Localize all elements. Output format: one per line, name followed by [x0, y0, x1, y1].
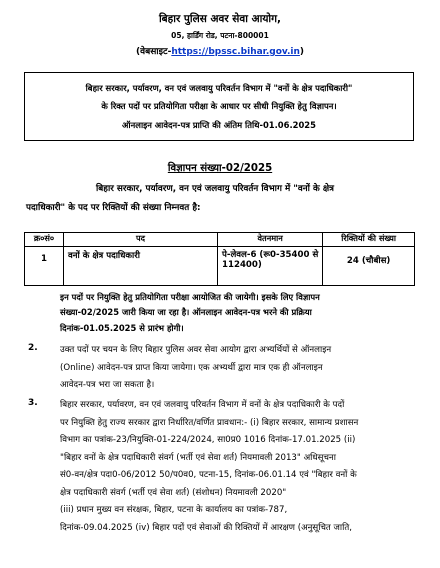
para-2-line-3: आवेदन-पत्र भरा जा सकता है।	[60, 380, 155, 390]
note-line-2: संख्या-02/2025 जारी किया जा रहा है। ऑनलाइन आवेदन-पत्र भरने की प्रक्रिया	[60, 307, 312, 317]
cell-post: वनों के क्षेत्र पदाधिकारी	[64, 247, 218, 286]
website-prefix: (वेबसाइट-	[135, 47, 172, 57]
website-link[interactable]: https://bpssc.bihar.gov.in	[171, 47, 300, 57]
para-3-line-1: बिहार सरकार, पर्यावरण, वन एवं जलवायु परिवर्तन विभाग में वनों के क्षेत्र पदाधिकारी के पदों	[60, 400, 345, 410]
para-3-number: 3.	[28, 398, 38, 408]
pay-scale-line-1: पे-लेवल-6 (रू0-35400 से	[222, 250, 319, 260]
commission-address: 05, हार्डिंग रोड, पटना-800001	[171, 31, 269, 40]
website-suffix: )	[299, 47, 305, 57]
para-3-line-6: क्षेत्र पदाधिकारी संवर्ग (भर्ती एवं सेवा शर्त) (संशोधन) नियमावली 2020"	[60, 488, 287, 498]
note-line-3: दिनांक-01.05.2025 से प्रारंभ होगी।	[60, 323, 184, 333]
para-3-line-3: विभाग का पत्रांक-23/नियुक्ति-01-224/2024, सा0प्र0 1016 दिनांक-17.01.2025 (ii)	[60, 435, 356, 445]
notice-last-date: ऑनलाइन आवेदन-पत्र प्राप्ति की अंतिम तिथि-01.06.2025	[122, 120, 316, 130]
cell-pay-scale	[218, 247, 323, 286]
advertisement-number	[0, 160, 440, 174]
col-vacancies: रिक्तियों की संख्या	[323, 233, 415, 247]
col-pay-scale: वेतनमान	[218, 233, 323, 247]
note-line-1: इन पदों पर नियुक्ति हेतु प्रतियोगिता परीक्षा आयोजित की जायेगी। इसके लिए विज्ञापन	[60, 292, 320, 302]
notice-line-2: के रिक्त पदों पर प्रतियोगिता परीक्षा के आधार पर सीधी नियुक्ति हेतु विज्ञापन।	[101, 101, 337, 111]
para-3-line-2: पर नियुक्ति हेतु राज्य सरकार द्वारा निर्धारित/वर्णित प्रावधान:- (i) बिहार सरकार, सामान्य प्रशासन	[60, 418, 359, 428]
para-3-line-7: (iii) प्रधान मुख्य वन संरक्षक, बिहार, पटना के कार्यालय का पत्रांक-787,	[60, 505, 288, 515]
vacancy-table	[24, 232, 415, 286]
notice-line-1: बिहार सरकार, पर्यावरण, वन एवं जलवायु परिवर्तन विभाग में "वनों के क्षेत्र पदाधिकारी"	[85, 83, 353, 93]
table-row	[25, 247, 415, 286]
para-3-line-8: दिनांक-09.04.2025 (iv) बिहार पदों एवं सेवाओं की रिक्तियों में आरक्षण (अनुसूचित जाति,	[60, 523, 353, 533]
cell-serial: 1	[25, 247, 64, 286]
table-header-row	[25, 233, 415, 247]
col-post: पद	[64, 233, 218, 247]
col-serial: क्र०सं०	[25, 233, 64, 247]
para-2-number: 2.	[28, 343, 38, 353]
pay-scale-line-2: 112400)	[222, 260, 262, 270]
advertisement-number-text: विज्ञापन संख्या-02/2025	[167, 163, 273, 174]
cell-vacancies: 24 (चौबीस)	[323, 247, 415, 286]
para-2-line-2: (Online) आवेदन-पत्र प्राप्त किया जायेगा। एक अभ्यर्थी द्वारा मात्र एक ही ऑनलाइन	[60, 363, 323, 373]
commission-name: बिहार पुलिस अवर सेवा आयोग,	[158, 13, 282, 25]
para-2-line-1: उक्त पदों पर चयन के लिए बिहार पुलिस अवर सेवा आयोग द्वारा अभ्यर्थियों से ऑनलाइन	[60, 345, 332, 355]
intro-line-1: बिहार सरकार, पर्यावरण, वन एवं जलवायु परिवर्तन विभाग में "वनों के क्षेत्र	[96, 184, 334, 194]
para-3-line-4: "बिहार वनों के क्षेत्र पदाधिकारी संवर्ग (भर्ती एवं सेवा शर्त) नियमावली 2013" अधिसूचना	[60, 453, 336, 463]
para-3-line-5: सं0-वन/क्षेत्र पदा0-06/2012 50/प0व0, पटना-15, दिनांक-06.01.14 एवं "बिहार वनों के	[60, 470, 357, 480]
notice-box	[24, 72, 414, 141]
commission-website	[0, 44, 440, 57]
intro-line-2: पदाधिकारी" के पद पर रिक्तियों की संख्या निम्नवत है:	[26, 203, 201, 213]
